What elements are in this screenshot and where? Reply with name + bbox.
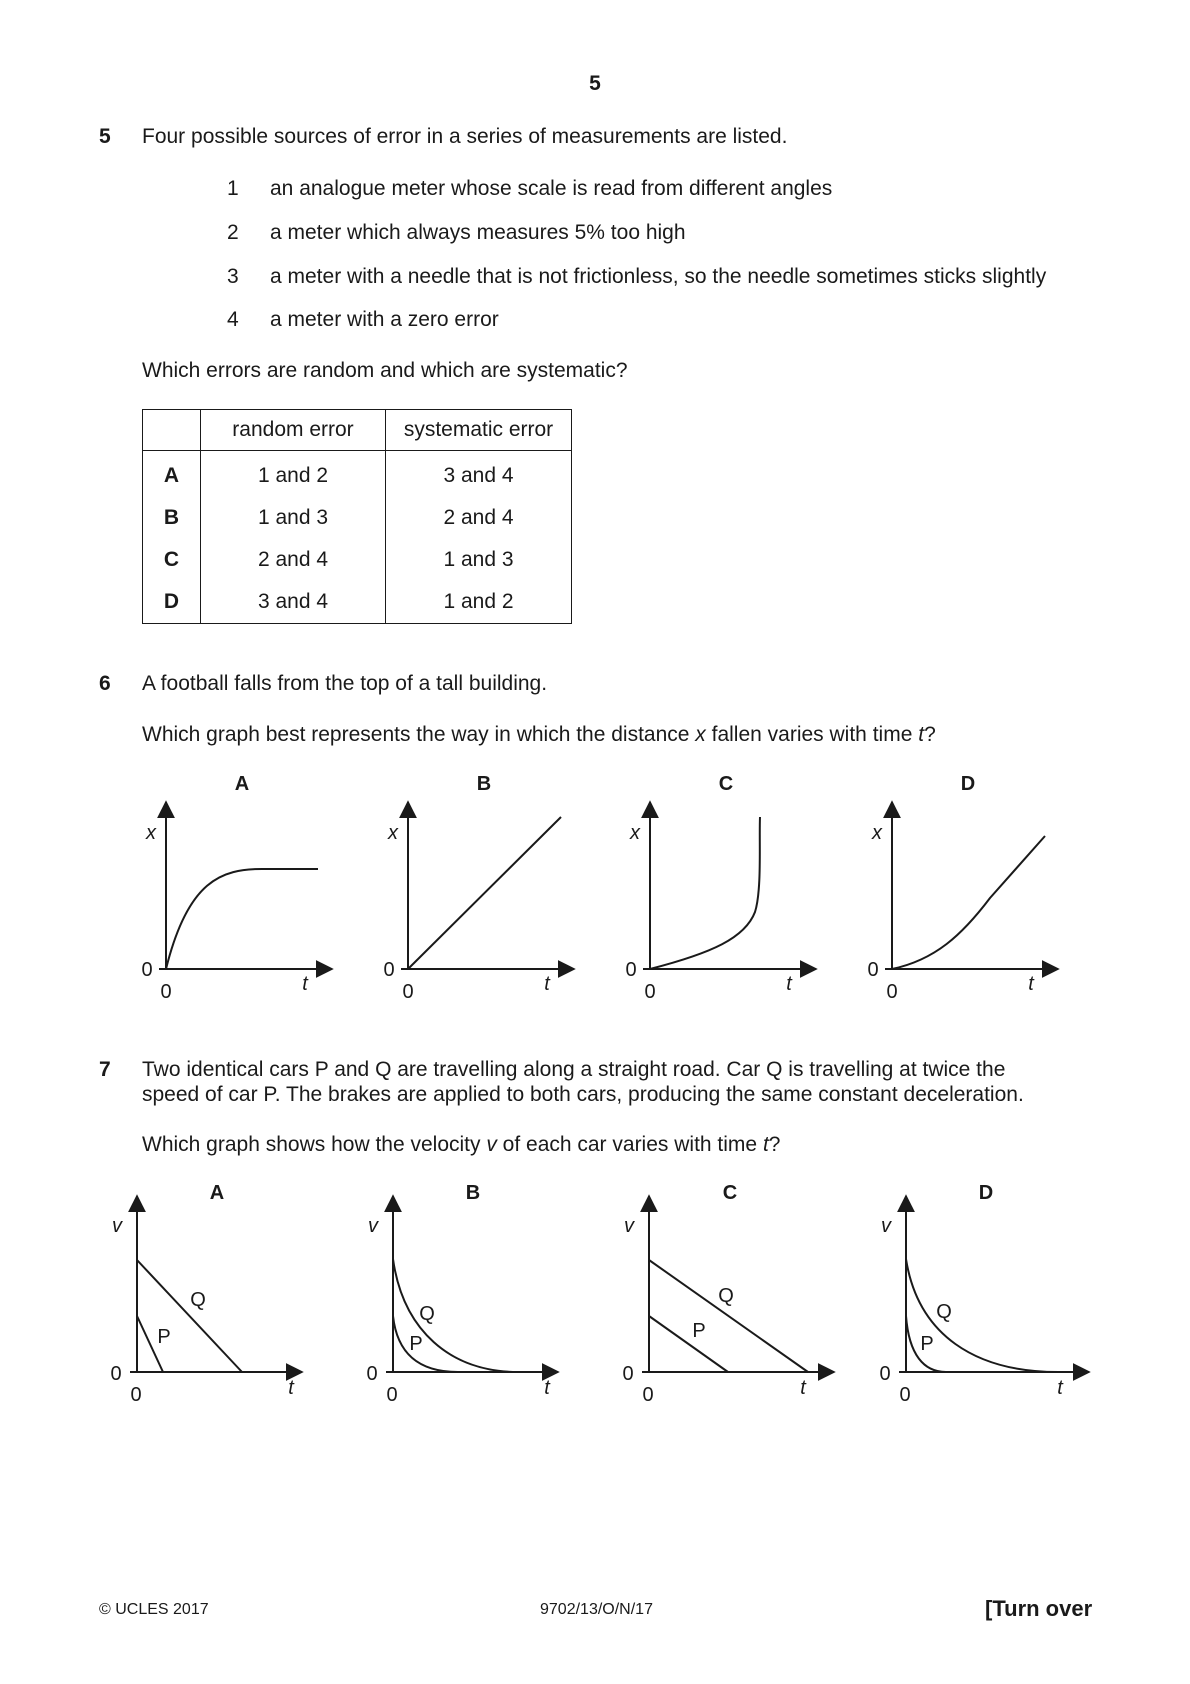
q6-graph-d-origin-x: 0 xyxy=(886,981,898,1003)
q7-graph-d xyxy=(879,1182,1089,1406)
q7-graph-d-q-curve xyxy=(906,1259,1058,1372)
q7-graph-b-q-label: Q xyxy=(419,1303,435,1325)
q6-prompt-part3: ? xyxy=(924,723,936,746)
q6-graph-c-y-label: x xyxy=(630,822,640,844)
q7-graph-c-q-label: Q xyxy=(718,1285,734,1307)
q5-item-text-3: a meter with a needle that is not frictionless, so the needle sometimes sticks slightly xyxy=(270,265,1047,288)
table-header-random: random error xyxy=(201,410,386,451)
q7-graph-b-origin-x: 0 xyxy=(386,1384,398,1406)
q7-prompt-part2: of each car varies with time xyxy=(496,1133,763,1156)
table-header-systematic: systematic error xyxy=(386,410,572,451)
q7-graph-a-x-label: t xyxy=(288,1377,294,1399)
q7-graph-a-p-label: P xyxy=(157,1326,171,1348)
question-7-stem-line-2: speed of car P. The brakes are applied to both cars, producing the same constant deceleration. xyxy=(142,1083,1024,1106)
q7-graph-a-q-label: Q xyxy=(190,1289,206,1311)
q7-graph-d-q-label: Q xyxy=(936,1301,952,1323)
q7-graph-a xyxy=(110,1182,302,1406)
q6-graph-d-label: D xyxy=(960,773,976,795)
question-7-number: 7 xyxy=(99,1058,111,1081)
q6-graph-d-origin-y: 0 xyxy=(867,959,879,981)
random-cell: 1 and 2 xyxy=(201,451,386,498)
q5-item-number-3: 3 xyxy=(227,265,239,288)
q5-item-number-4: 4 xyxy=(227,308,239,331)
systematic-cell: 1 and 3 xyxy=(386,539,572,581)
q6-graph-c-label: C xyxy=(718,773,734,795)
q6-graph-c-origin-x: 0 xyxy=(644,981,656,1003)
q7-graph-c-p-label: P xyxy=(692,1320,706,1342)
footer-paper-code: 9702/13/O/N/17 xyxy=(540,1601,653,1618)
q5-item-text-2: a meter which always measures 5% too high xyxy=(270,221,686,244)
option-label: B xyxy=(143,497,201,539)
q7-graph-b-x-label: t xyxy=(544,1377,550,1399)
q7-graph-d-y-label: v xyxy=(881,1215,891,1237)
q5-item-text-4: a meter with a zero error xyxy=(270,308,499,331)
q6-graph-d-x-label: t xyxy=(1028,973,1034,995)
q7-graph-a-y-label: v xyxy=(112,1215,122,1237)
q7-graph-d-label: D xyxy=(978,1182,994,1204)
q7-graph-b-p-label: P xyxy=(409,1333,423,1355)
question-6-number: 6 xyxy=(99,672,111,695)
q5-item-number-1: 1 xyxy=(227,177,239,200)
page-number: 5 xyxy=(589,72,601,95)
q6-variable-t: t xyxy=(918,723,925,746)
q7-variable-v: v xyxy=(486,1133,497,1156)
q7-stem-line-1-text: Two identical cars P and Q are travelling along a straight road. Car Q is travelling at twice the xyxy=(142,1058,1006,1081)
footer-copyright: © UCLES 2017 xyxy=(99,1601,209,1618)
q7-prompt-part1: Which graph shows how the velocity xyxy=(142,1133,487,1156)
q6-graph-b-origin-x: 0 xyxy=(402,981,414,1003)
q7-graph-b xyxy=(366,1182,558,1406)
q7-graph-b-origin-y: 0 xyxy=(366,1363,378,1385)
q7-graph-a-origin-y: 0 xyxy=(110,1363,122,1385)
systematic-cell: 2 and 4 xyxy=(386,497,572,539)
q6-graph-a-label: A xyxy=(234,773,250,795)
q6-variable-x: x xyxy=(695,723,706,746)
question-6-stem: A football falls from the top of a tall building. xyxy=(142,672,548,695)
q7-graph-a-q-line xyxy=(137,1260,242,1372)
q7-graph-d-x-label: t xyxy=(1057,1377,1063,1399)
q6-graph-b-origin-y: 0 xyxy=(383,959,395,981)
q7-graph-c-origin-x: 0 xyxy=(642,1384,654,1406)
random-cell: 1 and 3 xyxy=(201,497,386,539)
random-cell: 3 and 4 xyxy=(201,581,386,624)
q7-graph-c xyxy=(622,1182,834,1406)
q6-graph-b-label: B xyxy=(476,773,492,795)
systematic-cell: 1 and 2 xyxy=(386,581,572,624)
question-5-stem: Four possible sources of error in a series of measurements are listed. xyxy=(142,125,788,148)
q7-graph-a-origin-x: 0 xyxy=(130,1384,142,1406)
option-label: D xyxy=(143,581,201,624)
systematic-cell: 3 and 4 xyxy=(386,451,572,498)
q7-graph-c-q-line xyxy=(649,1260,808,1372)
q7-graph-c-y-label: v xyxy=(624,1215,634,1237)
q5-item-text-1: an analogue meter whose scale is read from different angles xyxy=(270,177,833,200)
q6-prompt-part2: fallen varies with time xyxy=(705,723,919,746)
q7-graph-a-label: A xyxy=(209,1182,225,1204)
random-cell: 2 and 4 xyxy=(201,539,386,581)
q6-graph-a-origin-x: 0 xyxy=(160,981,172,1003)
q7-graph-c-p-line xyxy=(649,1316,728,1372)
q7-graph-d-p-label: P xyxy=(920,1333,934,1355)
q7-graph-d-origin-x: 0 xyxy=(899,1384,911,1406)
q7-graph-c-x-label: t xyxy=(800,1377,806,1399)
q7-graph-d-origin-y: 0 xyxy=(879,1363,891,1385)
q6-graph-b-x-label: t xyxy=(544,973,550,995)
q7-graph-c-origin-y: 0 xyxy=(622,1363,634,1385)
q6-graph-c-x-label: t xyxy=(786,973,792,995)
q6-graph-a-x-label: t xyxy=(302,973,308,995)
q5-item-number-2: 2 xyxy=(227,221,239,244)
q7-variable-t: t xyxy=(762,1133,769,1156)
q7-graph-b-label: B xyxy=(465,1182,481,1204)
q7-graph-c-label: C xyxy=(722,1182,738,1204)
question-5-number: 5 xyxy=(99,125,111,148)
q7-graph-b-q-curve xyxy=(393,1259,518,1372)
q7-graph-b-y-label: v xyxy=(368,1215,378,1237)
q6-graph-b-y-label: x xyxy=(388,822,398,844)
question-5-prompt: Which errors are random and which are systematic? xyxy=(142,359,628,382)
q6-graph-d-y-label: x xyxy=(872,822,882,844)
q6-graph-a-y-label: x xyxy=(146,822,156,844)
option-label: C xyxy=(143,539,201,581)
q6-prompt-part1: Which graph best represents the way in which the distance xyxy=(142,723,696,746)
turn-over-label: [Turn over xyxy=(985,1596,1093,1621)
option-label: A xyxy=(143,451,201,498)
q6-graph-c-origin-y: 0 xyxy=(625,959,637,981)
q6-graph-a-origin-y: 0 xyxy=(141,959,153,981)
q7-prompt-part3: ? xyxy=(768,1133,781,1156)
